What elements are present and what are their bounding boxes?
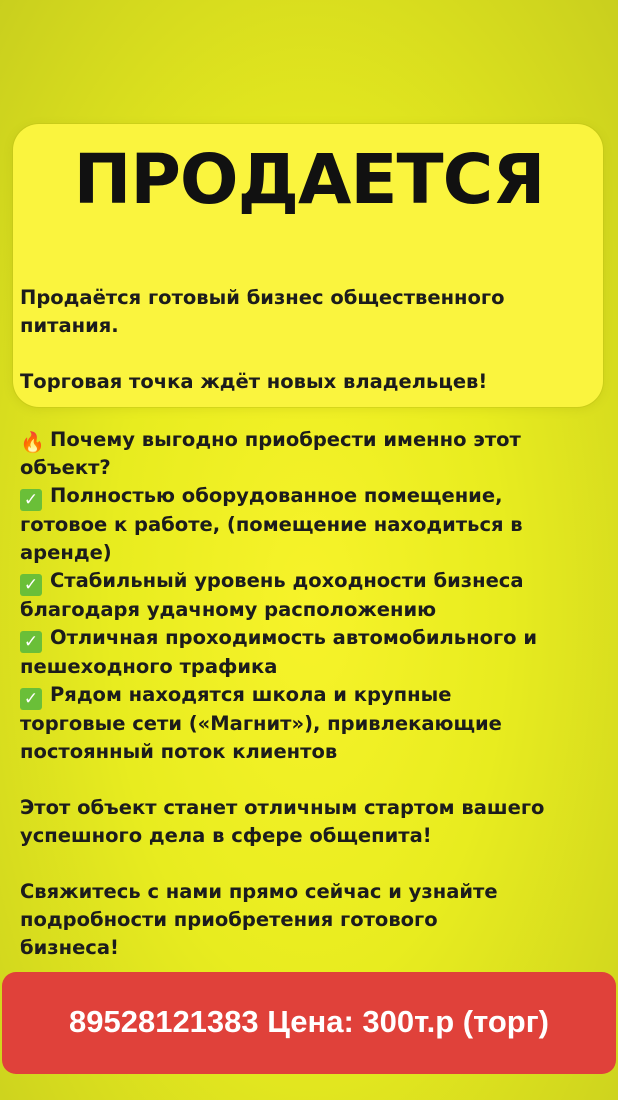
reasons-heading-cont: объект?: [20, 456, 111, 479]
sign-title: ПРОДАЕТСЯ: [73, 140, 545, 220]
phone-and-price: 89528121383 Цена: 300т.р (торг): [69, 1004, 549, 1039]
reason-item: ✓ Рядом находятся школа и крупные: [20, 681, 608, 710]
closing-line: Этот объект станет отличным стартом вашего: [20, 796, 545, 819]
reason-item-cont: готовое к работе, (помещение находиться в: [20, 513, 523, 536]
sign-text-line: питания.: [20, 314, 119, 337]
sign-text-line: Торговая точка ждёт новых владельцев!: [20, 370, 488, 393]
reason-item-cont: благодаря удачному расположению: [20, 598, 437, 621]
check-mark-icon: ✓: [20, 631, 42, 653]
check-mark-icon: ✓: [20, 574, 42, 596]
closing-line: успешного дела в сфере общепита!: [20, 824, 432, 847]
contact-line: подробности приобретения готового: [20, 908, 438, 931]
reason-item: ✓ Полностью оборудованное помещение,: [20, 482, 608, 511]
check-mark-icon: ✓: [20, 688, 42, 710]
reason-item: ✓ Отличная проходимость автомобильного и: [20, 624, 608, 653]
contact-line: бизнеса!: [20, 936, 119, 959]
ad-body: [20, 426, 608, 962]
contact-line: Свяжитесь с нами прямо сейчас и узнайте: [20, 880, 498, 903]
reason-item-cont: аренде): [20, 541, 112, 564]
fire-icon: 🔥: [20, 430, 45, 454]
reasons-heading: 🔥 Почему выгодно приобрести именно этот: [20, 428, 521, 454]
reason-item-cont: пешеходного трафика: [20, 655, 278, 678]
reason-item-cont: торговые сети («Магнит»), привлекающие: [20, 712, 502, 735]
reason-item-cont: постоянный поток клиентов: [20, 740, 338, 763]
sign-text: [20, 284, 590, 396]
check-mark-icon: ✓: [20, 489, 42, 511]
reason-item: ✓ Стабильный уровень доходности бизнеса: [20, 567, 608, 596]
sign-text-line: Продаётся готовый бизнес общественного: [20, 286, 505, 309]
